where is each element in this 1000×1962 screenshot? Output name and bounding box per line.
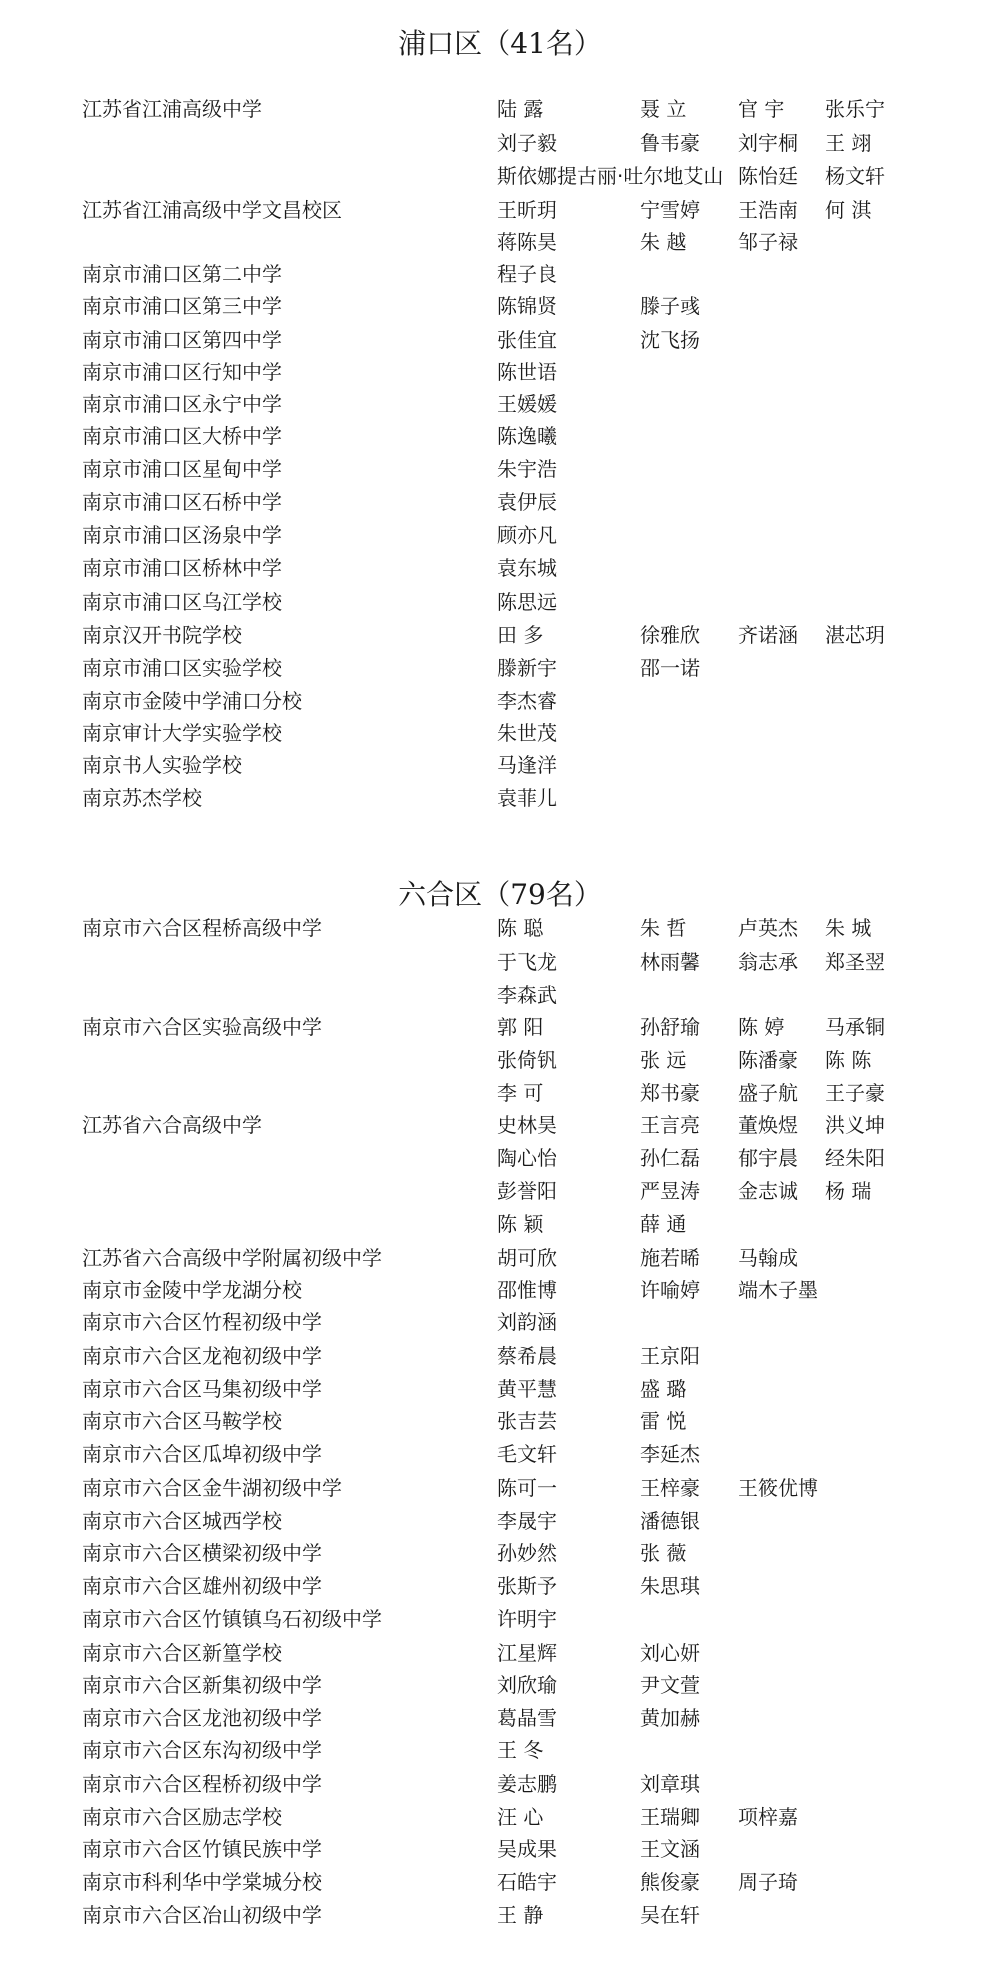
section-title-district: 浦口区: [398, 27, 483, 60]
student-name: 刘欣瑜: [497, 1673, 557, 1697]
student-name: 吴成果: [497, 1837, 557, 1861]
school-name: 南京市六合区竹程初级中学: [82, 1310, 322, 1334]
student-name: 邵一诺: [640, 656, 700, 680]
school-name: 南京市浦口区石桥中学: [82, 490, 282, 514]
student-name: 汪 心: [497, 1805, 544, 1829]
school-name: 南京市浦口区乌江学校: [82, 590, 282, 614]
list-row: [0, 1832, 1000, 1866]
school-name: 南京市六合区新篁学校: [82, 1641, 282, 1665]
student-name: 胡可欣: [497, 1246, 557, 1270]
student-name: 王瑞卿: [640, 1805, 700, 1829]
student-name: 袁东城: [497, 556, 557, 580]
student-name: 张吉芸: [497, 1409, 557, 1433]
student-name: 施若晞: [640, 1246, 700, 1270]
school-name: 南京市六合区城西学校: [82, 1509, 282, 1533]
student-name: 刘子毅: [497, 131, 557, 155]
school-name: 南京市浦口区桥林中学: [82, 556, 282, 580]
student-name: 刘韵涵: [497, 1310, 557, 1334]
student-name: 王 翊: [825, 131, 872, 155]
list-row: [0, 1437, 1000, 1471]
section-title-district: 六合区: [398, 878, 483, 911]
student-name: 石皓宇: [497, 1870, 557, 1894]
student-name: 刘心妍: [640, 1641, 700, 1665]
student-name: 王京阳: [640, 1344, 700, 1368]
list-row: [0, 945, 1000, 979]
school-name: 南京市六合区冶山初级中学: [82, 1903, 322, 1927]
student-name: 徐雅欣: [640, 623, 700, 647]
student-name: 翁志承: [738, 950, 798, 974]
student-name: 郁宇晨: [738, 1146, 798, 1170]
list-row: [0, 585, 1000, 619]
student-name: 湛芯玥: [825, 623, 885, 647]
student-name: 黄加赫: [640, 1706, 700, 1730]
list-row: [0, 1273, 1000, 1307]
student-name: 许明宇: [497, 1607, 557, 1631]
student-name: 张斯予: [497, 1574, 557, 1598]
student-name: 尹文萱: [640, 1673, 700, 1697]
student-name: 鲁韦豪: [640, 131, 700, 155]
school-name: 南京市浦口区行知中学: [82, 360, 282, 384]
list-row: [0, 1339, 1000, 1373]
student-name: 张 薇: [640, 1541, 687, 1565]
student-name: 陈潘豪: [738, 1048, 798, 1072]
student-name: 王梓豪: [640, 1476, 700, 1500]
school-name: 南京市六合区龙袍初级中学: [82, 1344, 322, 1368]
student-name: 李森武: [497, 983, 557, 1007]
student-name: 蔡希晨: [497, 1344, 557, 1368]
student-name: 陈怡廷: [738, 164, 798, 188]
school-name: 南京市浦口区第三中学: [82, 294, 282, 318]
student-name: 王昕玥: [497, 198, 557, 222]
student-name: 陈 婷: [738, 1015, 785, 1039]
school-name: 南京市六合区东沟初级中学: [82, 1738, 322, 1762]
school-name: 南京市六合区马鞍学校: [82, 1409, 282, 1433]
student-name: 毛文轩: [497, 1442, 557, 1466]
school-name: 南京市浦口区星甸中学: [82, 457, 282, 481]
school-name: 南京市六合区横梁初级中学: [82, 1541, 322, 1565]
student-name: 王 冬: [497, 1738, 544, 1762]
list-row: [0, 651, 1000, 685]
student-name: 金志诚: [738, 1179, 798, 1203]
school-name: 南京书人实验学校: [82, 753, 242, 777]
student-name: 李杰睿: [497, 689, 557, 713]
list-row: [0, 1733, 1000, 1767]
student-name: 史林昊: [497, 1113, 557, 1137]
school-name: 南京市六合区实验高级中学: [82, 1015, 322, 1039]
student-name: 朱 越: [640, 230, 687, 254]
student-name: 齐诺涵: [738, 623, 798, 647]
student-name: 邵惟博: [497, 1278, 557, 1302]
student-name: 王子豪: [825, 1081, 885, 1105]
school-name: 南京市六合区新集初级中学: [82, 1673, 322, 1697]
list-row: [0, 1372, 1000, 1406]
student-name: 张倚钒: [497, 1048, 557, 1072]
student-name: 陈 颖: [497, 1212, 544, 1236]
student-name: 张佳宜: [497, 328, 557, 352]
list-row: [0, 551, 1000, 585]
student-name: 黄平慧: [497, 1377, 557, 1401]
student-name: 马逢洋: [497, 753, 557, 777]
school-name: 南京市浦口区永宁中学: [82, 392, 282, 416]
student-name: 程子良: [497, 262, 557, 286]
school-name: 南京苏杰学校: [82, 786, 202, 810]
student-name: 陈 聪: [497, 916, 544, 940]
student-name: 顾亦凡: [497, 523, 557, 547]
student-name: 孙妙然: [497, 1541, 557, 1565]
student-name: 陶心怡: [497, 1146, 557, 1170]
list-row: [0, 1108, 1000, 1142]
student-name: 杨文轩: [825, 164, 885, 188]
section-title-count: （79名）: [482, 878, 602, 911]
student-name: 李晟宇: [497, 1509, 557, 1533]
student-name: 官 宇: [738, 97, 785, 121]
school-name: 江苏省六合高级中学: [82, 1113, 262, 1137]
student-name: 卢英杰: [738, 916, 798, 940]
list-row: [0, 126, 1000, 160]
student-name: 彭誉阳: [497, 1179, 557, 1203]
student-name: 董焕煜: [738, 1113, 798, 1137]
student-name: 陈逸曦: [497, 424, 557, 448]
school-name: 江苏省江浦高级中学文昌校区: [82, 198, 342, 222]
student-name: 经朱阳: [825, 1146, 885, 1170]
student-name: 滕新宇: [497, 656, 557, 680]
school-name: 南京市浦口区大桥中学: [82, 424, 282, 448]
list-row: [0, 1898, 1000, 1932]
school-name: 江苏省六合高级中学附属初级中学: [82, 1246, 382, 1270]
student-name: 邹子禄: [738, 230, 798, 254]
student-name: 朱思琪: [640, 1574, 700, 1598]
list-row: [0, 1241, 1000, 1275]
school-name: 南京市科利华中学棠城分校: [82, 1870, 322, 1894]
student-name: 王文涵: [640, 1837, 700, 1861]
student-name: 许喻婷: [640, 1278, 700, 1302]
list-row: [0, 193, 1000, 227]
list-row: [0, 911, 1000, 945]
list-row: [0, 1404, 1000, 1438]
school-name: 南京市浦口区第二中学: [82, 262, 282, 286]
student-name: 斯依娜提古丽·吐尔地艾山: [497, 164, 724, 188]
school-name: 南京市六合区程桥高级中学: [82, 916, 322, 940]
school-name: 南京市六合区竹镇镇乌石初级中学: [82, 1607, 382, 1631]
student-name: 李 可: [497, 1081, 544, 1105]
student-name: 马翰成: [738, 1246, 798, 1270]
list-row: [0, 225, 1000, 259]
student-name: 宁雪婷: [640, 198, 700, 222]
student-name: 熊俊豪: [640, 1870, 700, 1894]
list-row: [0, 289, 1000, 323]
list-row: [0, 618, 1000, 652]
list-row: [0, 1207, 1000, 1241]
student-name: 吴在轩: [640, 1903, 700, 1927]
student-name: 王筱优博: [738, 1476, 818, 1500]
list-row: [0, 781, 1000, 815]
student-name: 袁伊辰: [497, 490, 557, 514]
list-row: [0, 748, 1000, 782]
student-name: 杨 瑞: [825, 1179, 872, 1203]
student-name: 于飞龙: [497, 950, 557, 974]
list-row: [0, 1569, 1000, 1603]
list-row: [0, 452, 1000, 486]
school-name: 南京审计大学实验学校: [82, 721, 282, 745]
student-name: 陈锦贤: [497, 294, 557, 318]
list-row: [0, 1141, 1000, 1175]
school-name: 南京市浦口区第四中学: [82, 328, 282, 352]
list-row: [0, 1668, 1000, 1702]
student-name: 孙仁磊: [640, 1146, 700, 1170]
student-name: 潘德银: [640, 1509, 700, 1533]
student-name: 王媛媛: [497, 392, 557, 416]
school-name: 南京市金陵中学龙湖分校: [82, 1278, 302, 1302]
list-row: [0, 1043, 1000, 1077]
school-name: 江苏省江浦高级中学: [82, 97, 262, 121]
student-name: 盛 璐: [640, 1377, 687, 1401]
list-row: [0, 1865, 1000, 1899]
student-name: 聂 立: [640, 97, 687, 121]
student-name: 李延杰: [640, 1442, 700, 1466]
student-name: 张 远: [640, 1048, 687, 1072]
student-name: 陈 陈: [825, 1048, 872, 1072]
school-name: 南京市六合区龙池初级中学: [82, 1706, 322, 1730]
list-row: [0, 419, 1000, 453]
school-name: 南京市浦口区实验学校: [82, 656, 282, 680]
list-row: [0, 518, 1000, 552]
list-row: [0, 159, 1000, 193]
school-name: 南京市六合区雄州初级中学: [82, 1574, 322, 1598]
school-name: 南京市六合区励志学校: [82, 1805, 282, 1829]
section-title: [0, 875, 1000, 915]
list-row: [0, 1536, 1000, 1570]
student-name: 陈世语: [497, 360, 557, 384]
student-name: 朱世茂: [497, 721, 557, 745]
student-name: 雷 悦: [640, 1409, 687, 1433]
school-name: 南京市浦口区汤泉中学: [82, 523, 282, 547]
student-name: 郑书豪: [640, 1081, 700, 1105]
student-name: 江星辉: [497, 1641, 557, 1665]
school-name: 南京市六合区程桥初级中学: [82, 1772, 322, 1796]
list-row: [0, 1636, 1000, 1670]
student-name: 滕子彧: [640, 294, 700, 318]
student-name: 薛 通: [640, 1212, 687, 1236]
student-name: 蒋陈昊: [497, 230, 557, 254]
list-row: [0, 1602, 1000, 1636]
student-name: 陈可一: [497, 1476, 557, 1500]
student-name: 郑圣翌: [825, 950, 885, 974]
section-title: [0, 24, 1000, 64]
list-row: [0, 1471, 1000, 1505]
school-name: 南京市六合区马集初级中学: [82, 1377, 322, 1401]
school-name: 南京市六合区竹镇民族中学: [82, 1837, 322, 1861]
student-name: 严昱涛: [640, 1179, 700, 1203]
student-name: 王 静: [497, 1903, 544, 1927]
list-row: [0, 92, 1000, 126]
student-name: 郭 阳: [497, 1015, 544, 1039]
list-row: [0, 716, 1000, 750]
student-name: 端木子墨: [738, 1278, 818, 1302]
list-row: [0, 684, 1000, 718]
student-name: 朱 城: [825, 916, 872, 940]
list-row: [0, 1076, 1000, 1110]
student-name: 朱宇浩: [497, 457, 557, 481]
list-row: [0, 1010, 1000, 1044]
list-row: [0, 485, 1000, 519]
student-name: 林雨馨: [640, 950, 700, 974]
list-row: [0, 355, 1000, 389]
list-row: [0, 1701, 1000, 1735]
student-name: 姜志鹏: [497, 1772, 557, 1796]
section-title-count: （41名）: [482, 27, 602, 60]
student-name: 朱 哲: [640, 916, 687, 940]
list-row: [0, 1305, 1000, 1339]
student-name: 张乐宁: [825, 97, 885, 121]
student-name: 刘章琪: [640, 1772, 700, 1796]
student-name: 王浩南: [738, 198, 798, 222]
list-row: [0, 1174, 1000, 1208]
list-row: [0, 1800, 1000, 1834]
school-name: 南京市六合区金牛湖初级中学: [82, 1476, 342, 1500]
school-name: 南京汉开书院学校: [82, 623, 242, 647]
student-name: 马承铜: [825, 1015, 885, 1039]
student-name: 刘宇桐: [738, 131, 798, 155]
list-row: [0, 387, 1000, 421]
school-name: 南京市金陵中学浦口分校: [82, 689, 302, 713]
list-row: [0, 257, 1000, 291]
student-name: 洪义坤: [825, 1113, 885, 1137]
student-name: 陆 露: [497, 97, 544, 121]
list-row: [0, 978, 1000, 1012]
student-name: 盛子航: [738, 1081, 798, 1105]
student-name: 王言亮: [640, 1113, 700, 1137]
student-name: 田 多: [497, 623, 544, 647]
list-row: [0, 1767, 1000, 1801]
student-name: 葛晶雪: [497, 1706, 557, 1730]
school-name: 南京市六合区瓜埠初级中学: [82, 1442, 322, 1466]
student-name: 孙舒瑜: [640, 1015, 700, 1039]
list-row: [0, 1504, 1000, 1538]
student-name: 陈思远: [497, 590, 557, 614]
student-name: 项梓嘉: [738, 1805, 798, 1829]
student-name: 何 淇: [825, 198, 872, 222]
list-row: [0, 323, 1000, 357]
student-name: 沈飞扬: [640, 328, 700, 352]
student-name: 袁菲儿: [497, 786, 557, 810]
student-name: 周子琦: [738, 1870, 798, 1894]
